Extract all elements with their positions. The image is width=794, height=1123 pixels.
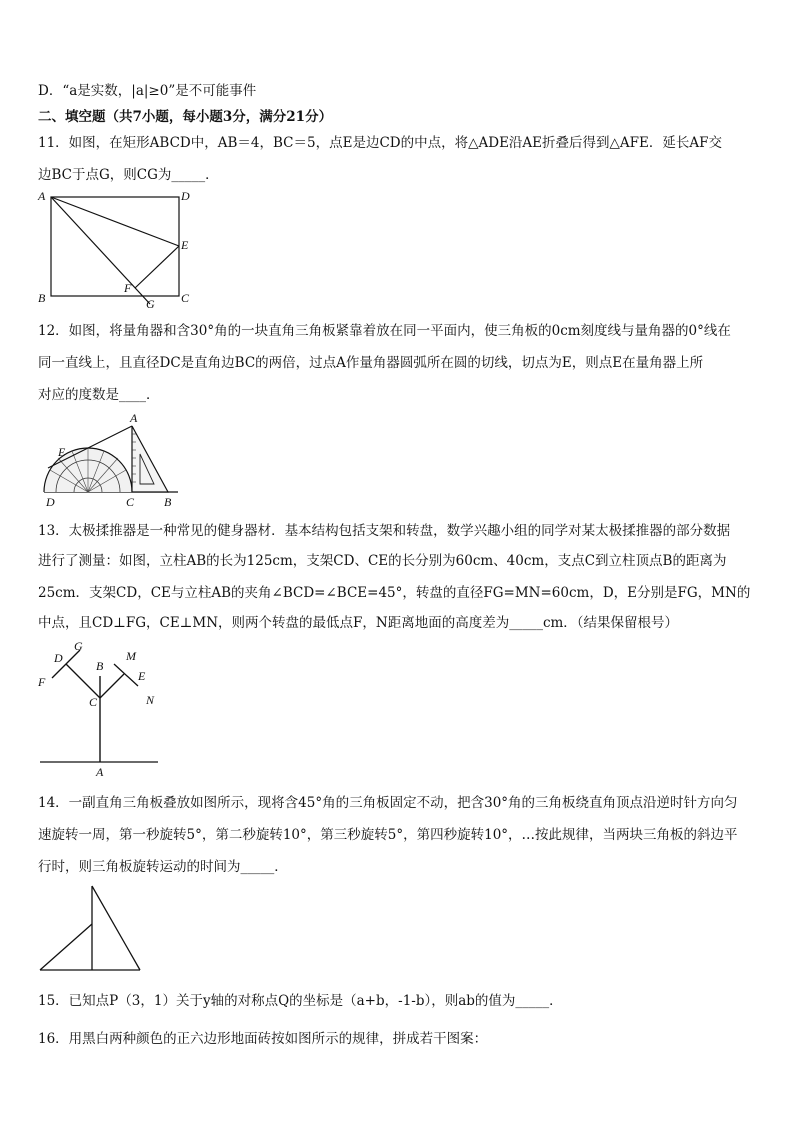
q15-line: 15．已知点P（3，1）关于y轴的对称点Q的坐标是（a+b，-1-b），则ab的值为_____． <box>38 993 563 1009</box>
option-d: D．“a是实数，|a|≥0”是不可能事件 <box>38 83 257 99</box>
fig13-label-d: D <box>54 651 63 665</box>
q11-line-2: 边BC于点G，则CG为_____． <box>38 167 219 183</box>
fig13-label-a: A <box>96 765 104 779</box>
q14-line-2: 速旋转一周，第一秒旋转5°，第二秒旋转10°，第三秒旋转5°，第四秒旋转10°，…按此规律，当两块三角板的斜边平 <box>38 827 738 843</box>
fig12-label-e: E <box>58 445 66 459</box>
q13-line-2: 进行了测量：如图，立柱AB的长为125cm，支架CD、CE的长分别为60cm、40cm，支点C到立柱顶点B的距离为 <box>38 553 727 569</box>
fig12-label-a: A <box>130 411 138 425</box>
q12-line-2: 同一直线上，且直径DC是直角边BC的两倍，过点A作量角器圆弧所在圆的切线，切点为E，则点E在量角器上所 <box>38 355 704 371</box>
fig12-label-d: D <box>46 495 55 509</box>
q13-line-4: 中点，且CD⊥FG，CE⊥MN，则两个转盘的最低点F，N距离地面的高度差为_____cm．（结果保留根号） <box>38 615 679 631</box>
figure-13-taiji-pusher <box>34 636 164 782</box>
fig13-label-m: M <box>126 649 136 663</box>
fig13-label-b: B <box>96 659 104 673</box>
q13-line-1: 13．太极揉推器是一种常见的健身器材．基本结构包括支架和转盘，数学兴趣小组的同学对某太极揉推器的部分数据 <box>38 523 731 539</box>
fig13-label-c: C <box>89 695 98 709</box>
fig13-label-n: N <box>146 693 155 707</box>
q11-line-1: 11．如图，在矩形ABCD中，AB＝4，BC＝5，点E是边CD的中点，将△ADE沿AE折叠后得到△AFE．延长AF交 <box>38 135 722 151</box>
q13-line-3: 25cm．支架CD，CE与立柱AB的夹角∠BCD=∠BCE=45°，转盘的直径FG=MN=60cm，D，E分别是FG，MN的 <box>38 585 751 601</box>
fig13-label-g: G <box>74 639 83 653</box>
q12-line-1: 12．如图，将量角器和含30°角的一块直角三角板紧靠着放在同一平面内，使三角板的0cm刻度线与量角器的0°线在 <box>38 323 731 339</box>
fig11-label-a: A <box>38 189 46 203</box>
q12-line-3: 对应的度数是____． <box>38 387 160 403</box>
figure-14-set-squares <box>36 880 146 976</box>
fig11-label-d: D <box>181 189 190 203</box>
figure-11-rectangle <box>34 188 204 308</box>
figure-12-protractor <box>36 410 186 510</box>
fig13-label-f: F <box>38 675 46 689</box>
fig11-label-e: E <box>181 238 189 252</box>
fig11-label-c: C <box>181 291 190 305</box>
fig11-label-g: G <box>146 297 155 308</box>
q14-line-1: 14．一副直角三角板叠放如图所示，现将含45°角的三角板固定不动，把含30°角的三角板绕直角顶点沿逆时针方向匀 <box>38 795 738 811</box>
section-heading: 二、填空题（共7小题，每小题3分，满分21分） <box>38 109 333 125</box>
fig11-label-b: B <box>38 291 46 305</box>
fig11-label-f: F <box>124 281 132 295</box>
fig13-label-e: E <box>138 669 146 683</box>
fig12-label-c: C <box>126 495 135 509</box>
fig12-label-b: B <box>164 495 172 509</box>
q16-line: 16．用黑白两种颜色的正六边形地面砖按如图所示的规律，拼成若干图案： <box>38 1031 488 1047</box>
q14-line-3: 行时，则三角板旋转运动的时间为_____． <box>38 859 288 875</box>
